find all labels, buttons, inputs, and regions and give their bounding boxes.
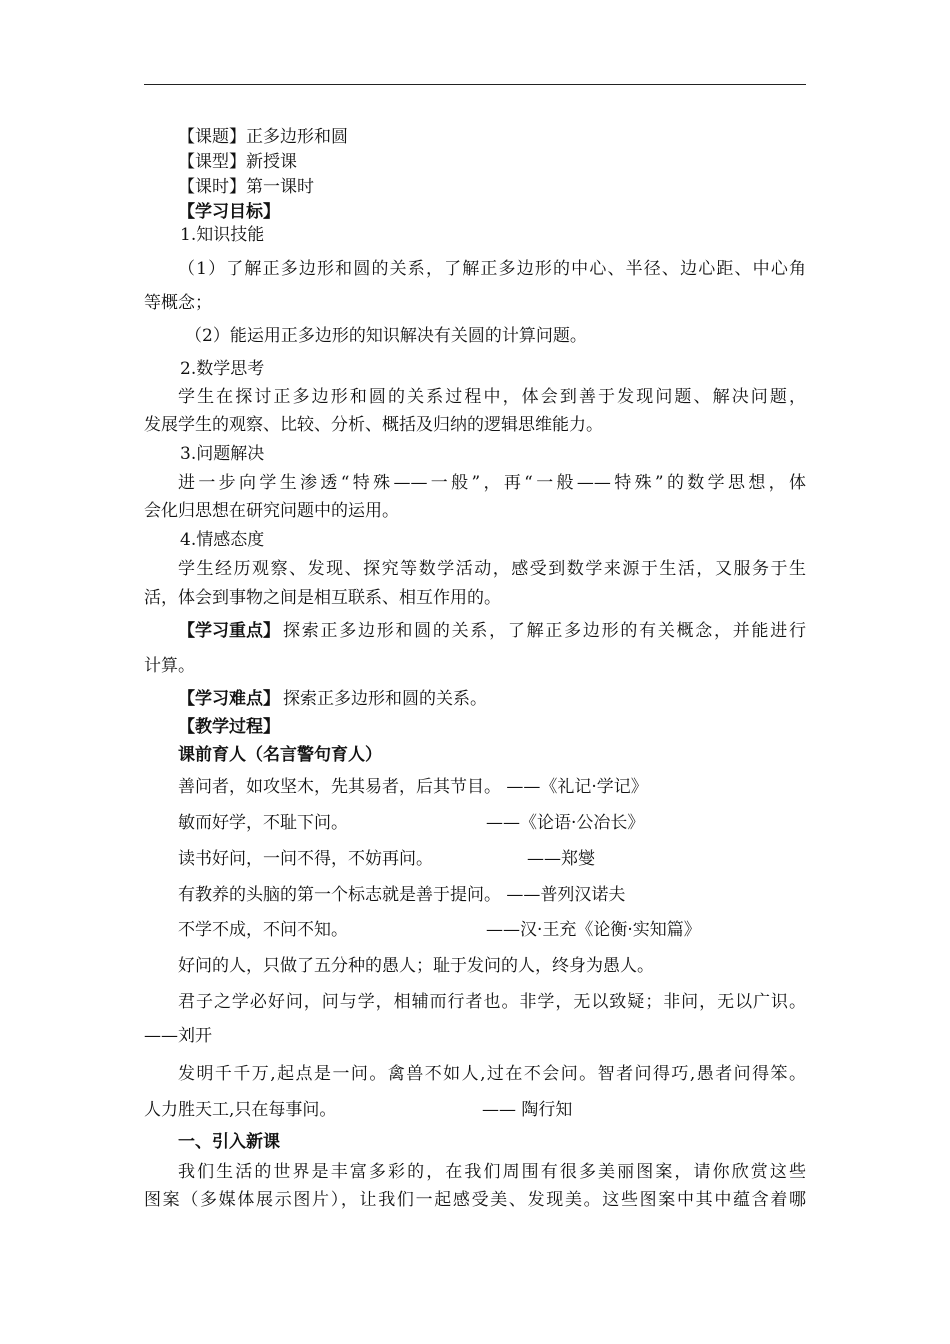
section-heading-process: 【教学过程】 [178, 717, 280, 737]
quote-line: 有教养的头脑的第一个标志就是善于提问。 ——普列汉诺夫 [178, 885, 626, 905]
subheading-thinking: 2.数学思考 [180, 359, 265, 379]
subheading-knowledge: 1.知识技能 [180, 225, 265, 245]
section-heading-key-points: 【学习重点】 [178, 621, 280, 641]
header-rule [144, 84, 806, 85]
quote-line: 君子之学必好问，问与学，相辅而行者也。非学，无以致疑；非问，无以广识。 [178, 992, 806, 1012]
paragraph-line: （2）能运用正多边形的知识解决有关圆的计算问题。 [185, 326, 587, 346]
quote-attribution: ——汉·王充《论衡·实知篇》 [486, 920, 701, 940]
paragraph-line: （1）了解正多边形和圆的关系，了解正多边形的中心、半径、边心距、中心角 [178, 259, 806, 279]
quote-attribution: ——《论语·公冶长》 [486, 813, 645, 833]
quote-line: 善问者，如攻坚木，先其易者，后其节目。 ——《礼记·学记》 [178, 777, 648, 797]
quote-attribution: —— 陶行知 [482, 1100, 573, 1120]
section-heading-difficulty: 【学习难点】 [178, 689, 280, 709]
quote-attribution: ——刘开 [144, 1026, 212, 1046]
paragraph-line: 学生经历观察、发现、探究等数学活动，感受到数学来源于生活，又服务于生 [178, 559, 806, 579]
section-heading-objectives: 【学习目标】 [178, 202, 280, 222]
lesson-topic: 【课题】正多边形和圆 [178, 127, 348, 147]
quote-attribution: ——郑燮 [527, 849, 595, 869]
paragraph-line: 计算。 [144, 656, 195, 676]
subheading-quotes: 课前育人（名言警句育人） [178, 745, 382, 765]
quote-line: 好问的人，只做了五分种的愚人；耻于发问的人，终身为愚人。 [178, 956, 654, 976]
paragraph-line: 活，体会到事物之间是相互联系、相互作用的。 [144, 588, 501, 608]
quote-line: 敏而好学，不耻下问。 [178, 813, 348, 833]
paragraph-line: 学生在探讨正多边形和圆的关系过程中，体会到善于发现问题、解决问题， [178, 387, 806, 407]
quote-line: 读书好问，一问不得，不妨再问。 [178, 849, 433, 869]
paragraph-line: 发展学生的观察、比较、分析、概括及归纳的逻辑思维能力。 [144, 415, 603, 435]
lesson-period: 【课时】第一课时 [178, 177, 314, 197]
subheading-problem-solving: 3.问题解决 [180, 444, 265, 464]
quote-line: 人力胜天工,只在每事问。 [144, 1100, 337, 1120]
paragraph-line: 我们生活的世界是丰富多彩的，在我们周围有很多美丽图案，请你欣赏这些 [178, 1162, 806, 1182]
section-heading-introduction: 一、引入新课 [178, 1132, 280, 1152]
paragraph-line: 探索正多边形和圆的关系，了解正多边形的有关概念，并能进行 [283, 621, 806, 641]
lesson-type: 【课型】新授课 [178, 152, 297, 172]
paragraph-line: 会化归思想在研究问题中的运用。 [144, 501, 399, 521]
subheading-attitude: 4.情感态度 [180, 530, 265, 550]
quote-line: 不学不成，不问不知。 [178, 920, 348, 940]
quote-line: 发明千千万,起点是一问。禽兽不如人,过在不会问。智者问得巧,愚者问得笨。 [178, 1064, 806, 1084]
paragraph-line: 探索正多边形和圆的关系。 [283, 689, 487, 709]
paragraph-line: 图案（多媒体展示图片），让我们一起感受美、发现美。这些图案中其中蕴含着哪 [144, 1190, 806, 1210]
paragraph-line: 进一步向学生渗透“特殊——一般”，再“一般——特殊”的数学思想，体 [178, 473, 806, 493]
paragraph-line: 等概念； [144, 293, 212, 313]
